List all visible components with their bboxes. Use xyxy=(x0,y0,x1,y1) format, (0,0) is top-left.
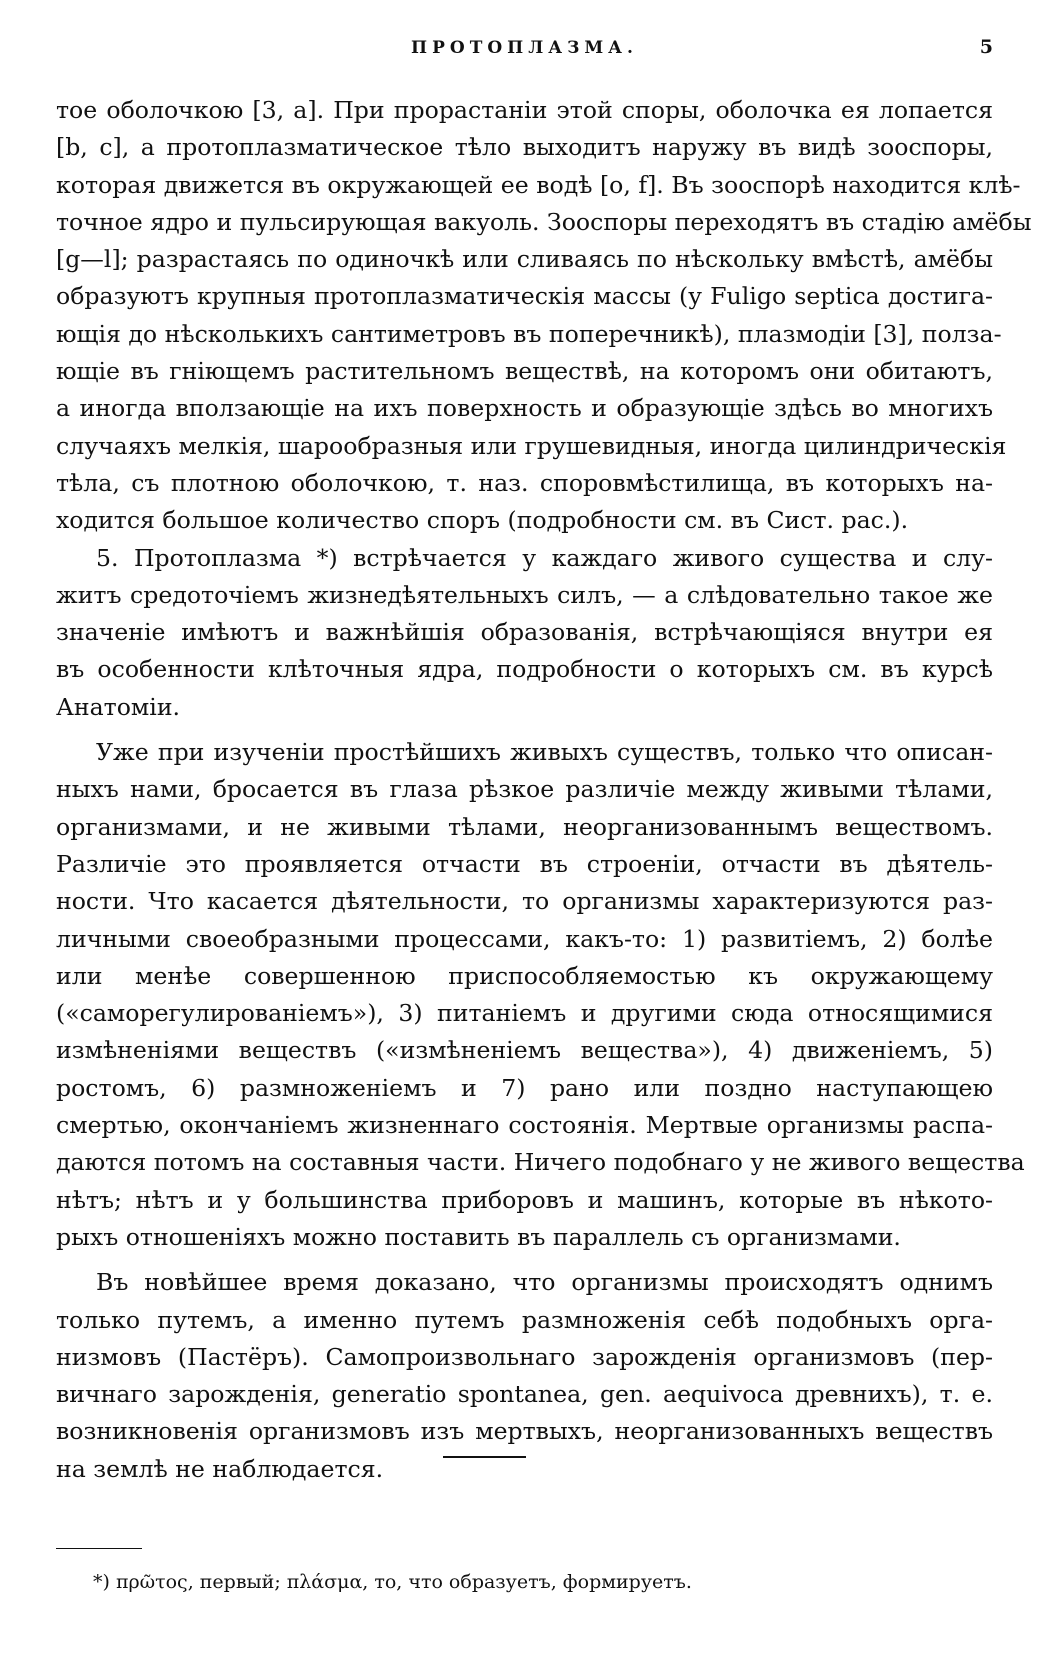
text-line: измѣненіями веществъ («измѣненіемъ вещества»), 4) движеніемъ, 5) xyxy=(56,1036,993,1065)
text-line: точное ядро и пульсирующая вакуоль. Зооспоры переходятъ въ стадію амёбы xyxy=(56,207,1032,236)
text-line: возникновенія организмовъ изъ мертвыхъ, неорганизованныхъ веществъ xyxy=(56,1417,993,1446)
page-number: 5 xyxy=(979,36,993,58)
text-line: низмовъ (Пастёръ). Самопроизвольнаго зарожденія организмовъ (пер- xyxy=(56,1342,993,1371)
text-line: Различіе это проявляется отчасти въ строеніи, отчасти въ дѣятель- xyxy=(56,849,993,878)
text-line: смертью, окончаніемъ жизненнаго состоянія. Мертвые организмы распа- xyxy=(56,1111,993,1140)
text-line: вичнаго зарожденія, generatio spontanea, gen. aequivoca древнихъ), т. е. xyxy=(56,1380,993,1409)
text-line: случаяхъ мелкія, шарообразныя или грушевидныя, иногда цилиндрическія xyxy=(56,431,1007,460)
text-line: [b, c], а протоплазматическое тѣло выходитъ наружу въ видѣ зооспоры, xyxy=(56,133,993,162)
text-line: образуютъ крупныя протоплазматическія массы (у Fuligo septica достига- xyxy=(56,282,993,311)
text-line: рыхъ отношеніяхъ можно поставить въ параллель съ организмами. xyxy=(56,1222,901,1251)
text-line: въ особенности клѣточныя ядра, подробности о которыхъ см. въ курсѣ xyxy=(56,655,993,684)
text-line: Уже при изученіи простѣйшихъ живыхъ существъ, только что описан- xyxy=(96,738,993,767)
text-line: значеніе имѣютъ и важнѣйшія образованія, встрѣчающіяся внутри ея xyxy=(56,618,993,647)
text-line: организмами, и не живыми тѣлами, неорганизованнымъ веществомъ. xyxy=(56,812,993,841)
text-line: или менѣе совершенною приспособляемостью къ окружающему xyxy=(56,961,993,990)
section-5-line: 5. Протоплазма *) встрѣчается у каждаго живого существа и слу- xyxy=(96,543,993,572)
text-line: ющіе въ гніющемъ растительномъ веществѣ, на которомъ они обитаютъ, xyxy=(56,357,993,386)
footnote-rule xyxy=(56,1548,142,1549)
text-line: личными своеобразными процессами, какъ-то: 1) развитіемъ, 2) болѣе xyxy=(56,924,993,953)
text-line: («саморегулированіемъ»), 3) питаніемъ и другими сюда относящимися xyxy=(56,999,993,1028)
text-line: [g—l]; разрастаясь по одиночкѣ или сливаясь по нѣскольку вмѣстѣ, амёбы xyxy=(56,245,993,274)
paragraph-gap xyxy=(56,1256,993,1264)
text-line: нѣтъ; нѣтъ и у большинства приборовъ и машинъ, которые въ нѣкото- xyxy=(56,1185,993,1214)
text-line: ходится большое количество споръ (подробности см. въ Сист. рас.). xyxy=(56,506,909,535)
text-line: только путемъ, а именно путемъ размноженія себѣ подобныхъ орга- xyxy=(56,1305,993,1334)
text-line: на землѣ не наблюдается. xyxy=(56,1454,384,1483)
paragraph-gap xyxy=(56,726,993,734)
text-line: ростомъ, 6) размноженіемъ и 7) рано или поздно наступающею xyxy=(56,1073,993,1102)
text-line: тое оболочкою [3, a]. При прорастаніи этой споры, оболочка ея лопается xyxy=(56,96,993,124)
text-line: ныхъ нами, бросается въ глаза рѣзкое различіе между живыми тѣлами, xyxy=(56,775,993,804)
text-line: Въ новѣйшее время доказано, что организмы происходятъ однимъ xyxy=(96,1268,993,1297)
text-line: ности. Что касается дѣятельности, то организмы характеризуются раз- xyxy=(56,887,993,916)
text-line: Анатоміи. xyxy=(56,692,181,721)
body-text xyxy=(56,92,1032,1488)
text-line: тѣла, съ плотною оболочкою, т. наз. споровмѣстилища, въ которыхъ на- xyxy=(56,468,993,497)
text-line: ющія до нѣсколькихъ сантиметровъ въ поперечникѣ), плазмодіи [3], ползa- xyxy=(56,319,1002,348)
running-title: ПРОТОПЛАЗМА. xyxy=(411,38,638,58)
section-divider xyxy=(443,1456,526,1458)
text-line: а иногда вползающіе на ихъ поверхность и образующіе здѣсь во многихъ xyxy=(56,394,993,423)
text-line: даются потомъ на составныя части. Ничего подобнаго у не живого вещества xyxy=(56,1148,1025,1177)
footnote: *) πρῶτος, первый; πλάσμα, то, что образуетъ, формируетъ. xyxy=(93,1571,692,1593)
text-line: которая движется въ окружающей ее водѣ [o, f]. Въ зооспорѣ находится клѣ- xyxy=(56,170,1021,199)
text-line: житъ средоточіемъ жизнедѣятельныхъ силъ, — а слѣдовательно такое же xyxy=(56,580,993,609)
